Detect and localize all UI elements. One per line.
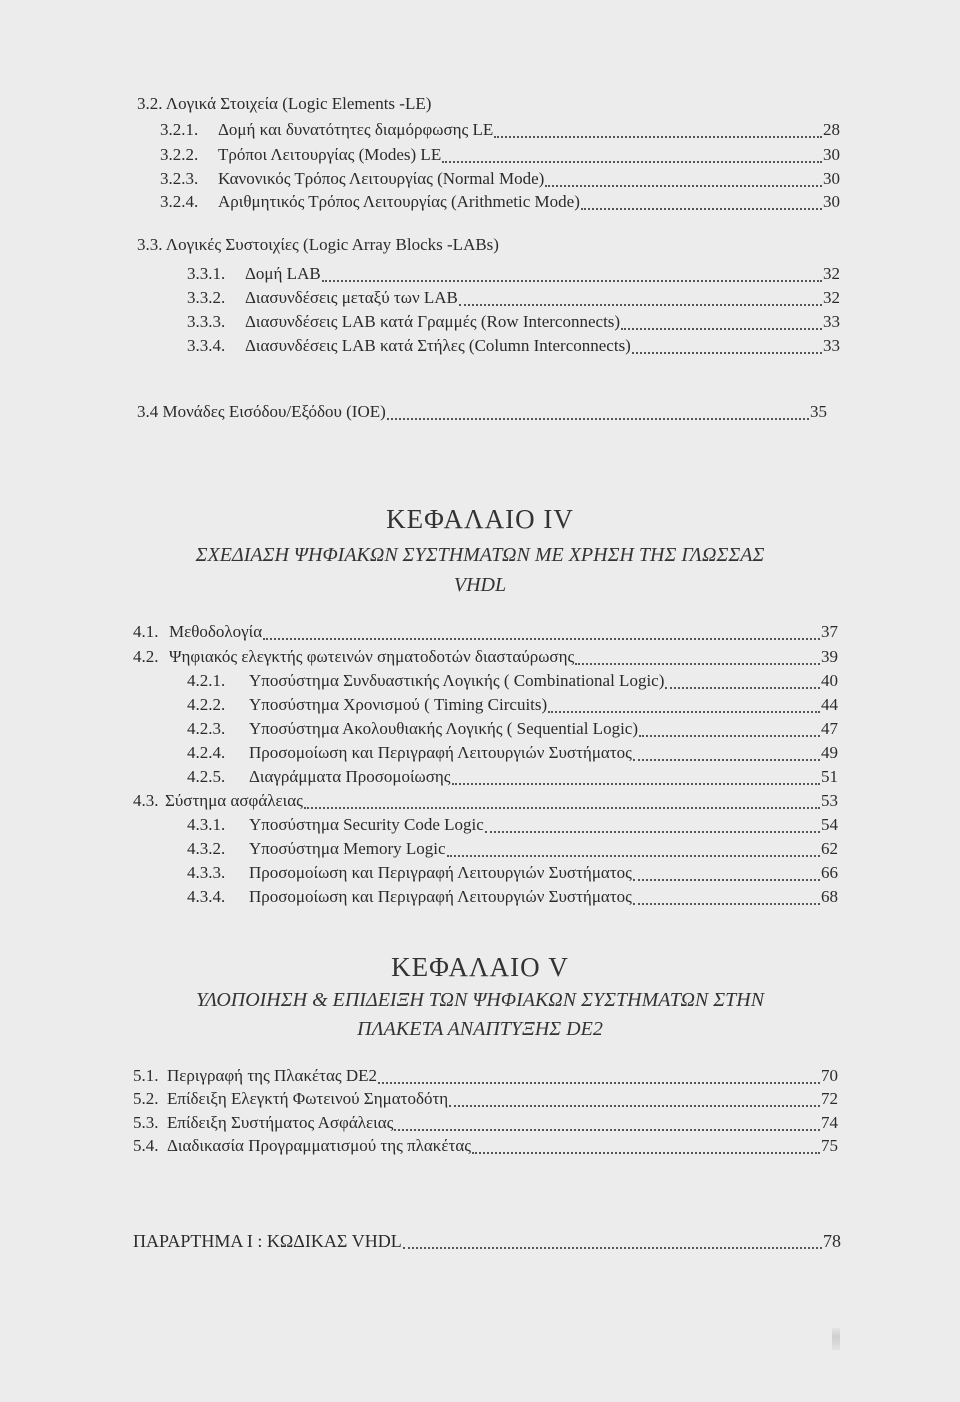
- dot-leader: [633, 903, 820, 905]
- entry-page: 47: [821, 719, 838, 738]
- dot-leader: [633, 759, 820, 761]
- entry-page: 75: [821, 1136, 838, 1155]
- entry-title: Διαδικασία Προγραμματισμού της πλακέτας: [167, 1136, 471, 1155]
- entry-number: 4.3.1.: [187, 815, 226, 834]
- entry-number: 4.2.4.: [187, 743, 226, 762]
- dot-leader: [494, 136, 822, 138]
- toc-entry[interactable]: [160, 143, 840, 167]
- toc-entry[interactable]: [187, 837, 838, 861]
- toc-entry[interactable]: [160, 118, 840, 142]
- entry-number: 4.3.: [133, 791, 159, 810]
- chapter-subtitle: ΣΧΕΔΙΑΣΗ ΨΗΦΙΑΚΩΝ ΣΥΣΤΗΜΑΤΩΝ ΜΕ ΧΡΗΣΗ ΤΗΣ ΓΛΩΣΣΑΣ: [195, 544, 765, 566]
- toc-entry[interactable]: [160, 190, 840, 214]
- entry-number: 3.3.4.: [187, 336, 226, 355]
- toc-entry[interactable]: [133, 1111, 838, 1135]
- entry-title: Δομή και δυνατότητες διαμόρφωσης LE: [218, 120, 494, 139]
- dot-leader: [632, 352, 822, 354]
- entry-number: 4.2.1.: [187, 671, 226, 690]
- toc-entry[interactable]: [187, 765, 838, 789]
- entry-number: 3.2.2.: [160, 145, 199, 164]
- entry-number: 4.2.: [133, 647, 159, 666]
- entry-page: 28: [823, 120, 840, 139]
- dot-leader: [322, 280, 822, 282]
- entry-title: Υποσύστημα Συνδυαστικής Λογικής ( Combinational Logic): [249, 671, 665, 690]
- toc-entry[interactable]: [187, 717, 838, 741]
- entry-page: 30: [823, 145, 840, 164]
- entry-title: Υποσύστημα Ακολουθιακής Λογικής ( Sequential Logic): [249, 719, 638, 738]
- section-heading-3-3: 3.3. Λογικές Συστοιχίες (Logic Array Blocks -LABs): [137, 235, 499, 254]
- entry-title: 3.4 Μονάδες Εισόδου/Εξόδου (IOE): [137, 402, 386, 421]
- dot-leader: [447, 855, 820, 857]
- entry-page: 70: [821, 1066, 838, 1085]
- entry-page: 33: [823, 312, 840, 331]
- dot-leader: [548, 711, 820, 713]
- dot-leader: [581, 208, 822, 210]
- entry-number: 5.4.: [133, 1136, 159, 1155]
- entry-title: Σύστημα ασφάλειας: [165, 791, 303, 810]
- entry-title: Προσομοίωση και Περιγραφή Λειτουργιών Συστήματος: [249, 887, 632, 906]
- entry-title: Διασυνδέσεις μεταξύ των LAB: [245, 288, 458, 307]
- dot-leader: [472, 1152, 820, 1154]
- scan-artifact: [832, 1328, 840, 1350]
- entry-title: Υποσύστημα Χρονισμού ( Timing Circuits): [249, 695, 548, 714]
- entry-number: 3.3.1.: [187, 264, 226, 283]
- dot-leader: [545, 185, 822, 187]
- toc-entry[interactable]: [187, 334, 840, 358]
- entry-page: 66: [821, 863, 838, 882]
- chapter-title: ΚΕΦΑΛΑΙΟ IV: [386, 504, 574, 534]
- entry-page: 30: [823, 169, 840, 188]
- entry-title: Δομή LAB: [245, 264, 321, 283]
- entry-number: 4.2.2.: [187, 695, 226, 714]
- entry-page: 62: [821, 839, 838, 858]
- dot-leader: [621, 328, 822, 330]
- toc-entry[interactable]: [187, 813, 838, 837]
- entry-page: 39: [821, 647, 838, 666]
- entry-page: 78: [823, 1231, 841, 1251]
- chapter-title: ΚΕΦΑΛΑΙΟ V: [391, 952, 569, 982]
- entry-page: 51: [821, 767, 838, 786]
- entry-number: 4.3.3.: [187, 863, 226, 882]
- toc-entry[interactable]: [187, 885, 838, 909]
- entry-number: 4.3.2.: [187, 839, 226, 858]
- entry-title: Διασυνδέσεις LAB κατά Γραμμές (Row Interconnects): [245, 312, 621, 331]
- entry-page: 40: [821, 671, 838, 690]
- toc-entry[interactable]: [187, 861, 838, 885]
- entry-number: 4.1.: [133, 622, 159, 641]
- dot-leader: [459, 304, 822, 306]
- toc-entry[interactable]: [133, 645, 838, 669]
- toc-entry[interactable]: [133, 1064, 838, 1088]
- entry-page: 37: [821, 622, 838, 641]
- entry-number: 5.2.: [133, 1089, 159, 1108]
- entry-page: 35: [810, 402, 827, 421]
- entry-page: 30: [823, 192, 840, 211]
- toc-entry[interactable]: [187, 693, 838, 717]
- entry-title: Επίδειξη Ελεγκτή Φωτεινού Σηματοδότη: [167, 1089, 449, 1108]
- dot-leader: [449, 1105, 820, 1107]
- entry-page: 74: [821, 1113, 838, 1132]
- toc-entry[interactable]: [160, 167, 840, 191]
- dot-leader: [485, 831, 820, 833]
- toc-entry[interactable]: [187, 310, 840, 334]
- dot-leader: [263, 638, 820, 640]
- entry-number: 3.2.4.: [160, 192, 199, 211]
- entry-number: 4.2.5.: [187, 767, 226, 786]
- entry-number: 3.3.3.: [187, 312, 226, 331]
- chapter-subtitle: ΠΛΑΚΕΤΑ ΑΝΑΠΤΥΞΗΣ DE2: [357, 1018, 603, 1040]
- entry-title: Μεθοδολογία: [169, 622, 263, 641]
- dot-leader: [403, 1247, 822, 1249]
- entry-page: 53: [821, 791, 838, 810]
- toc-entry[interactable]: [133, 1087, 838, 1111]
- dot-leader: [665, 687, 820, 689]
- entry-title: Προσομοίωση και Περιγραφή Λειτουργιών Συστήματος: [249, 863, 632, 882]
- entry-title: Επίδειξη Συστήματος Ασφάλειας: [167, 1113, 394, 1132]
- entry-title: Προσομοίωση και Περιγραφή Λειτουργιών Συστήματος: [249, 743, 632, 762]
- chapter-subtitle: VHDL: [453, 574, 507, 596]
- dot-leader: [394, 1129, 820, 1131]
- toc-entry[interactable]: [137, 400, 827, 424]
- dot-leader: [575, 663, 820, 665]
- entry-number: 5.3.: [133, 1113, 159, 1132]
- dot-leader: [633, 879, 820, 881]
- entry-page: 32: [823, 288, 840, 307]
- entry-title: Ψηφιακός ελεγκτής φωτεινών σηματοδοτών διασταύρωσης: [169, 647, 575, 666]
- toc-entry[interactable]: [133, 1134, 838, 1158]
- entry-title: Τρόποι Λειτουργίας (Modes) LE: [218, 145, 442, 164]
- dot-leader: [304, 807, 820, 809]
- entry-page: 44: [821, 695, 838, 714]
- entry-title: Υποσύστημα Memory Logic: [249, 839, 446, 858]
- entry-number: 3.2.1.: [160, 120, 199, 139]
- dot-leader: [639, 735, 820, 737]
- dot-leader: [442, 161, 822, 163]
- entry-page: 49: [821, 743, 838, 762]
- entry-title: Διασυνδέσεις LAB κατά Στήλες (Column Interconnects): [245, 336, 631, 355]
- entry-page: 32: [823, 264, 840, 283]
- toc-entry[interactable]: [133, 620, 838, 644]
- chapter-subtitle: ΥΛΟΠΟΙΗΣΗ & ΕΠΙΔΕΙΞΗ ΤΩΝ ΨΗΦΙΑΚΩΝ ΣΥΣΤΗΜΑΤΩΝ ΣΤΗΝ: [195, 989, 765, 1011]
- entry-number: 5.1.: [133, 1066, 159, 1085]
- entry-title: Διαγράμματα Προσομοίωσης: [249, 767, 451, 786]
- entry-title: ΠΑΡΑΡΤΗΜΑ Ι : ΚΩΔΙΚΑΣ VHDL: [133, 1231, 402, 1251]
- section-heading-3-2: 3.2. Λογικά Στοιχεία (Logic Elements -LE): [137, 94, 432, 113]
- entry-page: 54: [821, 815, 838, 834]
- entry-title: Αριθμητικός Τρόπος Λειτουργίας (Arithmetic Mode): [218, 192, 580, 211]
- toc-entry[interactable]: [187, 262, 840, 286]
- toc-entry[interactable]: [187, 286, 840, 310]
- toc-entry[interactable]: [187, 669, 838, 693]
- entry-number: 3.3.2.: [187, 288, 226, 307]
- dot-leader: [452, 783, 820, 785]
- toc-entry[interactable]: [187, 741, 838, 765]
- entry-number: 4.2.3.: [187, 719, 226, 738]
- entry-title: Περιγραφή της Πλακέτας DE2: [167, 1066, 378, 1085]
- toc-entry-appendix[interactable]: [133, 1229, 841, 1253]
- entry-title: Υποσύστημα Security Code Logic: [249, 815, 484, 834]
- dot-leader: [378, 1082, 820, 1084]
- entry-title: Κανονικός Τρόπος Λειτουργίας (Normal Mode): [218, 169, 545, 188]
- entry-page: 72: [821, 1089, 838, 1108]
- dot-leader: [387, 418, 809, 420]
- entry-number: 4.3.4.: [187, 887, 226, 906]
- entry-page: 68: [821, 887, 838, 906]
- toc-entry[interactable]: [133, 789, 838, 813]
- entry-number: 3.2.3.: [160, 169, 199, 188]
- entry-page: 33: [823, 336, 840, 355]
